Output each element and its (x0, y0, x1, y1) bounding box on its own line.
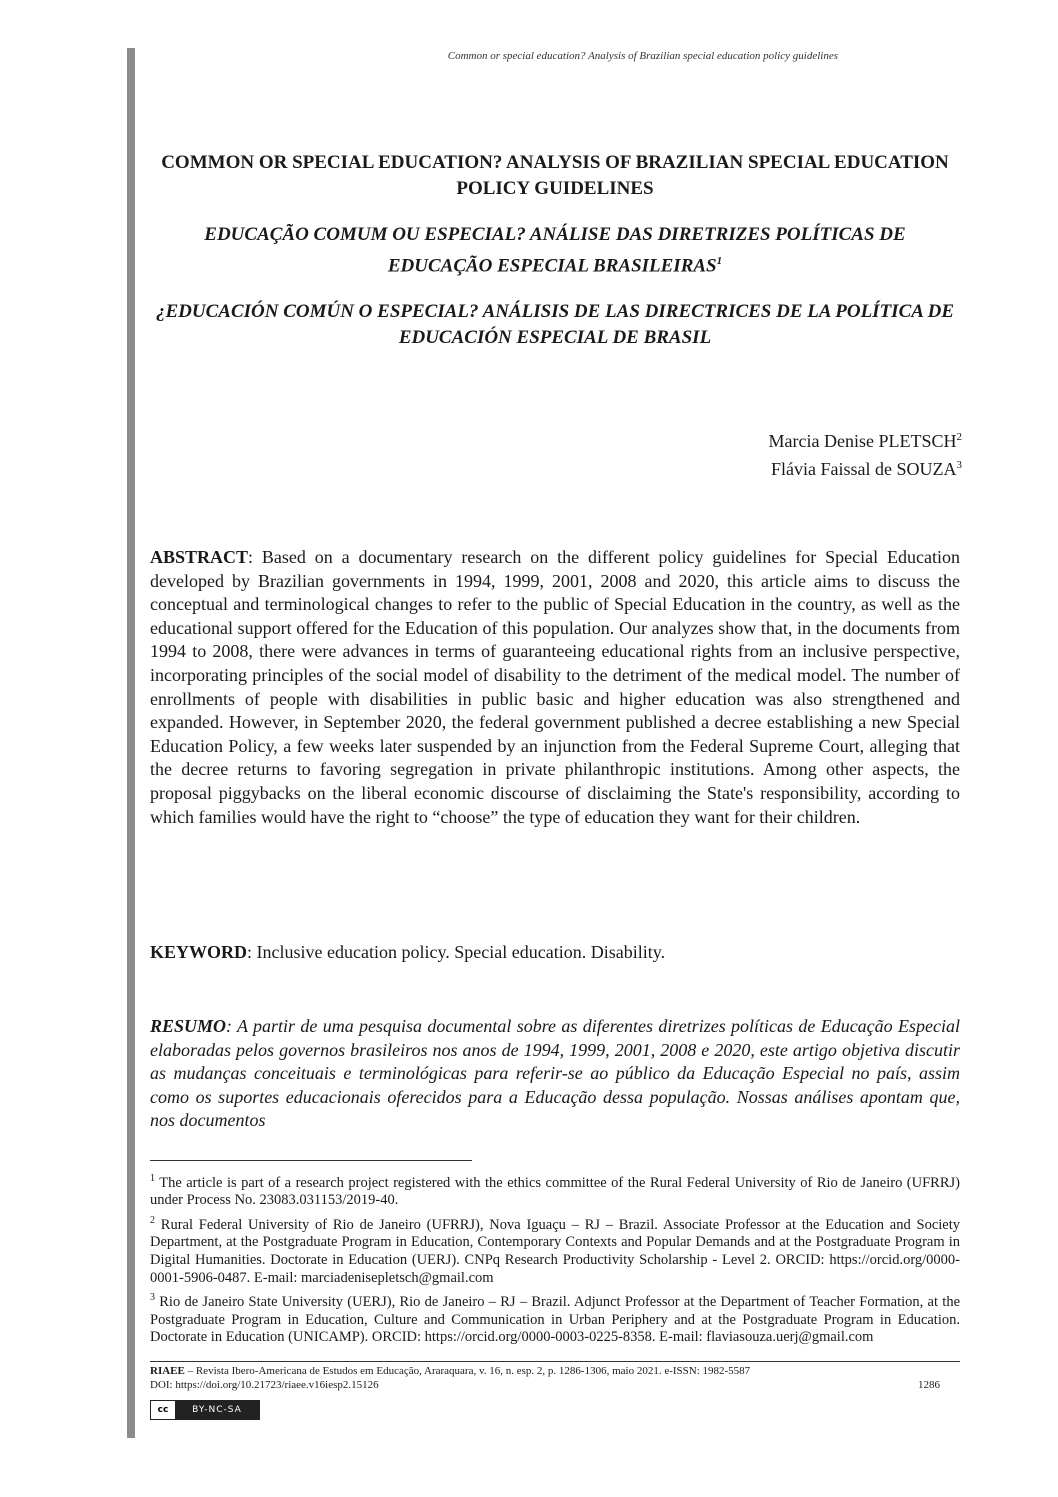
author-list (769, 425, 962, 481)
footnote-ref-3[interactable]: 3 (956, 459, 962, 471)
title-portuguese-text: EDUCAÇÃO COMUM OU ESPECIAL? ANÁLISE DAS DIRETRIZES POLÍTICAS DE EDUCAÇÃO ESPECIAL BRASILEIRAS (204, 224, 906, 277)
resumo-label: RESUMO (150, 1016, 227, 1036)
footnote-mark: 1 (150, 1173, 155, 1184)
journal-citation: – Revista Ibero-Americana de Estudos em Educação, Araraquara, v. 16, n. esp. 2, p. 1286-1306, maio 2021. e-ISSN: 1982-5587 (184, 1365, 751, 1377)
keywords-text: : Inclusive education policy. Special education. Disability. (247, 942, 666, 962)
resumo (150, 1015, 960, 1133)
author-1 (769, 425, 962, 453)
running-header: Common or special education? Analysis of Brazilian special education policy guidelines (447, 50, 838, 62)
abstract (150, 546, 960, 829)
keywords-label: KEYWORD (150, 942, 248, 962)
abstract-label: ABSTRACT (150, 547, 249, 567)
keywords (150, 940, 960, 964)
footnote-2 (150, 1212, 960, 1287)
title-english: COMMON OR SPECIAL EDUCATION? ANALYSIS OF BRAZILIAN SPECIAL EDUCATION POLICY GUIDELINES (161, 152, 949, 199)
footnote-text: The article is part of a research project registered with the ethics committee of the Rural Federal University of Rio de Janeiro (UFRRJ) under Process No. 23083.031153/2019-40. (150, 1174, 960, 1209)
footnote-1 (150, 1170, 960, 1210)
footnote-ref-2[interactable]: 2 (956, 431, 962, 443)
cc-license-badge[interactable] (150, 1400, 260, 1420)
cc-icon: cc (151, 1401, 175, 1419)
footer-doi-line (150, 1378, 940, 1392)
footnote-mark: 2 (150, 1215, 155, 1227)
page-number: 1286 (918, 1379, 940, 1391)
author-name: Flávia Faissal de SOUZA (771, 459, 957, 479)
footnotes (150, 1170, 960, 1349)
author-name: Marcia Denise PLETSCH (768, 431, 957, 451)
license-type: BY-NC-SA (175, 1401, 259, 1419)
doi-link[interactable]: DOI: https://doi.org/10.21723/riaee.v16iesp2.15126 (150, 1379, 379, 1391)
footnote-3 (150, 1289, 960, 1347)
author-2 (769, 453, 962, 481)
journal-name: RIAEE (150, 1365, 185, 1377)
abstract-text: : Based on a documentary research on the different policy guidelines for Special Education developed by Brazilian governments in 1994, 1999, 2001, 2008 and 2020, this article aims to discuss the conceptual and terminological changes to refer to the public of Special Education in the country, as well as the educational support offered for the Education of this population. Our analyzes show that, in the documents from 1994 to 2008, there were advances in terms of guaranteeing educational rights from an inclusive perspective, incorporating principles of the social model of disability to the detriment of the medical model. The number of enrollments of people with disabilities in public basic and higher education was also strengthened and expanded. However, in September 2020, the federal government published a decree establishing a new Special Education Policy, a few weeks later suspended by an injunction from the Federal Supreme Court, alleging that the decree returns to favoring segregation in private philanthropic institutions. Among other aspects, the proposal piggybacks on the liberal economic discourse of disclaiming the State's responsibility, according to which families would have the right to “choose” the type of education they want for their children. (150, 547, 960, 827)
title-spanish: ¿EDUCACIÓN COMÚN O ESPECIAL? ANÁLISIS DE LAS DIRECTRICES DE LA POLÍTICA DE EDUCACIÓN ESPECIAL DE BRASIL (155, 301, 955, 349)
footer-citation-line (150, 1364, 940, 1378)
footnote-divider (150, 1160, 472, 1161)
footnote-ref-1[interactable]: 1 (716, 255, 723, 267)
footnote-mark: 3 (150, 1292, 155, 1304)
footer-divider (150, 1361, 960, 1362)
resumo-text: : A partir de uma pesquisa documental sobre as diferentes diretrizes políticas de Educação Especial elaboradas pelos governos brasileiros nos anos de 1994, 1999, 2001, 2008 e 2020, este artigo objetiva discutir as mudanças conceituais e terminológicas para referir-se ao público da Educação Especial no país, assim como os suportes educacionais oferecidos para a Educação dessa população. Nossas análises apontam que, nos documentos (150, 1016, 960, 1131)
title-portuguese (150, 222, 960, 279)
title-block (150, 150, 960, 371)
page-margin-bar (127, 48, 135, 1438)
page-footer (150, 1364, 940, 1392)
footnote-text: Rio de Janeiro State University (UERJ), Rio de Janeiro – RJ – Brazil. Adjunct Professor at the Department of Teacher Formation, at the Postgraduate Program in Education, Culture and Communication in Urban Periphery and at the Postgraduate Program in Education. Doctorate in Education (UNICAMP). ORCID: https://orcid.org/0000-0003-0225-8358. E-mail: flaviasouza.uerj@gmail.com (150, 1294, 960, 1346)
footnote-text: Rural Federal University of Rio de Janeiro (UFRRJ), Nova Iguaçu – RJ – Brazil. Associate Professor at the Education and Society Department, at the Postgraduate Program in Education, Contemporary Contexts and Popular Demands and at the Postgraduate Program in Digital Humanities. Doctorate in Education (UERJ). CNPq Research Productivity Scholarship - Level 2. ORCID: https://orcid.org/0000-0001-5906-0487. E-mail: marciadenisepletsch@gmail.com (150, 1216, 961, 1286)
